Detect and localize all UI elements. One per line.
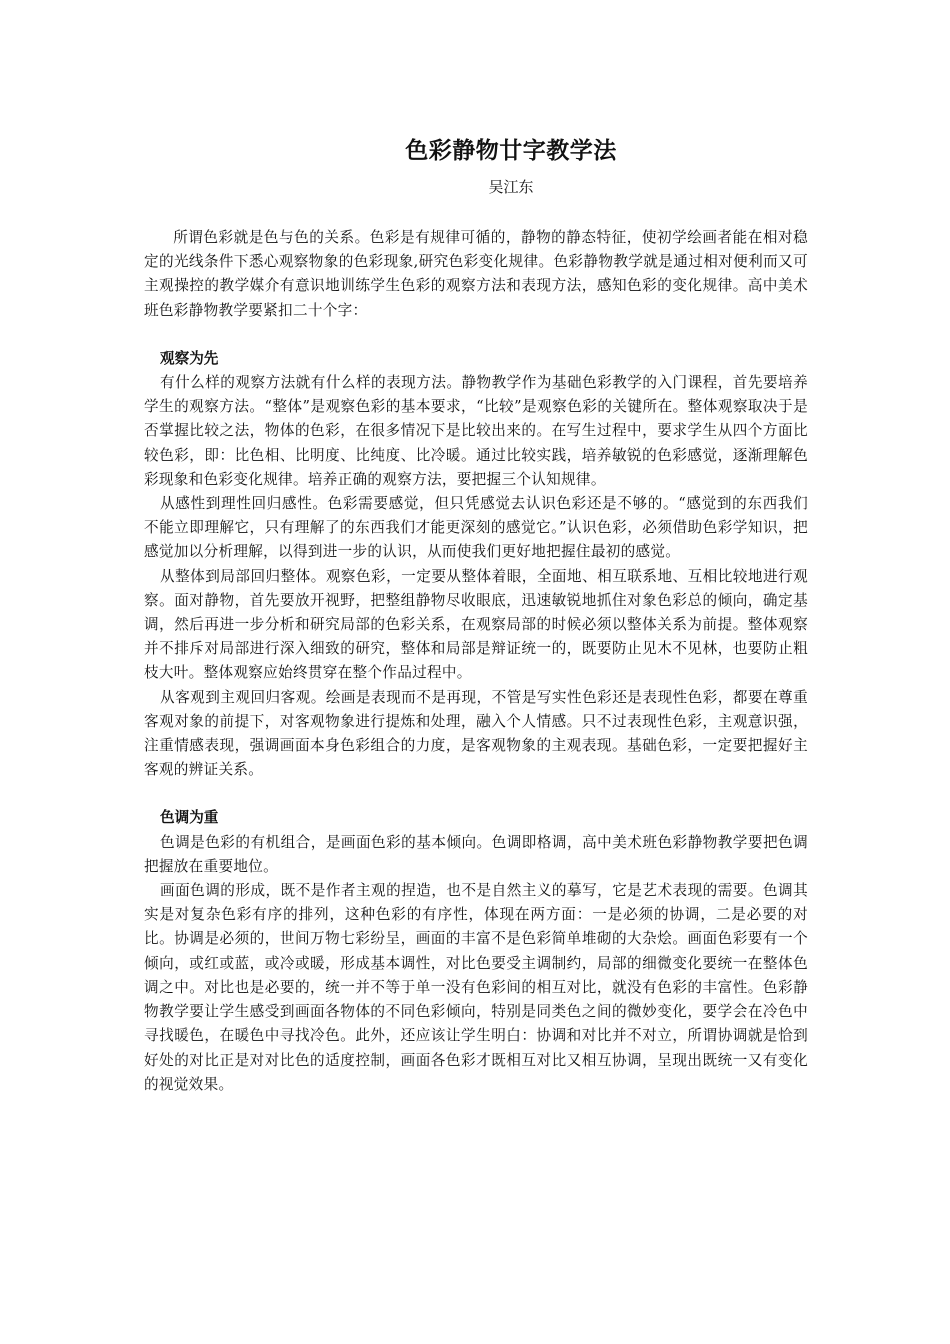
section-observation — [144, 347, 808, 783]
body-paragraph: 有什么样的观察方法就有什么样的表现方法。静物教学作为基础色彩教学的入门课程，首先要培养学生的观察方法。“整体”是观察色彩的基本要求，“比较”是观察色彩的关键所在。整体观察取决于是否掌握比较之法，物体的色彩，在很多情况下是比较出来的。在写生过程中，要求学生从四个方面比较色彩，即：比色相、比明度、比纯度、比冷暖。通过比较实践，培养敏锐的色彩感觉，逐渐理解色彩现象和色彩变化规律。培养正确的观察方法，要把握三个认知规律。 — [144, 374, 808, 488]
body-paragraph: 从感性到理性回归感性。色彩需要感觉，但只凭感觉去认识色彩还是不够的。“感觉到的东西我们不能立即理解它，只有理解了的东西我们才能更深刻的感觉它。”认识色彩，必须借助色彩学知识，把感觉加以分析理解，以得到进一步的认识，从而使我们更好地把握住最初的感觉。 — [144, 495, 808, 561]
section-heading: 观察为先 — [160, 349, 219, 367]
document-page — [144, 132, 808, 1097]
body-paragraph: 色调是色彩的有机组合，是画面色彩的基本倾向。色调即格调，高中美术班色彩静物教学要把色调把握放在重要地位。 — [144, 833, 808, 875]
body-paragraph: 从整体到局部回归整体。观察色彩，一定要从整体着眼，全面地、相互联系地、互相比较地进行观察。面对静物，首先要放开视野，把整组静物尽收眼底，迅速敏锐地抓住对象色彩总的倾向，确定基调，然后再进一步分析和研究局部的色彩关系，在观察局部的时候必须以整体关系为前提。整体观察并不排斥对局部进行深入细致的研究，整体和局部是辩证统一的，既要防止见木不见林，也要防止粗枝大叶。整体观察应始终贯穿在整个作品过程中。 — [144, 567, 808, 682]
section-heading: 色调为重 — [160, 809, 219, 827]
intro-paragraph: 所谓色彩就是色与色的关系。色彩是有规律可循的，静物的静态特征，使初学绘画者能在相对稳定的光线条件下悉心观察物象的色彩现象,研究色彩变化规律。色彩静物教学就是通过相对便利而又可主观操控的教学媒介有意识地训练学生色彩的观察方法和表现方法，感知色彩的变化规律。高中美术班色彩静物教学要紧扣二十个字： — [144, 229, 808, 319]
body-paragraph: 从客观到主观回归客观。绘画是表现而不是再现，不管是写实性色彩还是表现性色彩，都要在尊重客观对象的前提下，对客观物象进行提炼和处理，融入个人情感。只不过表现性色彩，主观意识强，注重情感表现，强调画面本身色彩组合的力度，是客观物象的主观表现。基础色彩，一定要把握好主客观的辨证关系。 — [144, 688, 808, 779]
body-paragraph: 画面色调的形成，既不是作者主观的捏造，也不是自然主义的摹写，它是艺术表现的需要。色调其实是对复杂色彩有序的排列，这种色彩的有序性，体现在两方面：一是必须的协调，二是必要的对比。协调是必须的，世间万物七彩纷呈，画面的丰富不是色彩简单堆砌的大杂烩。画面色彩要有一个倾向，或红或蓝，或冷或暖，形成基本调性，对比色要受主调制约，局部的细微变化要统一在整体色调之中。对比也是必要的，统一并不等于单一没有色彩间的相互对比，就没有色彩的丰富性。色彩静物教学要让学生感受到画面各物体的不同色彩倾向，特别是同类色之间的微妙变化，要学会在冷色中寻找暖色，在暖色中寻找冷色。此外，还应该让学生明白：协调和对比并不对立，所谓协调就是恰到好处的对比正是对对比色的适度控制，画面各色彩才既相互对比又相互协调，呈现出既统一又有变化的视觉效果。 — [144, 882, 808, 1093]
document-title: 色彩静物廿字教学法 — [405, 138, 617, 164]
document-author: 吴江东 — [488, 178, 534, 196]
section-tone — [144, 806, 808, 1096]
